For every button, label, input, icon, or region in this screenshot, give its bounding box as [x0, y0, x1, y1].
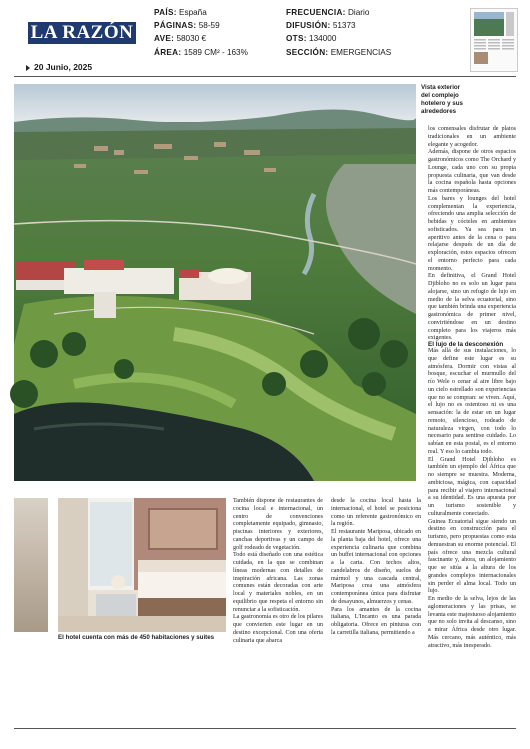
newspaper-logo: LA RAZÓN [28, 22, 136, 44]
publication-date: 20 Junio, 2025 [26, 62, 92, 72]
aerial-photo-caption: Vista exterior del complejo hotelero y sus alrededores [421, 84, 463, 115]
meta-paginas: PÁGINAS: 58-59 [154, 21, 220, 30]
hotel-room-photo [58, 498, 226, 632]
meta-pais: PAÍS: España [154, 8, 207, 17]
meta-area: ÁREA: 1589 CM² - 163% [154, 48, 248, 57]
article-column-2: desde la cocina local hasta la internacional, el hotel se posiciona como un referente gastronómico en la región. El restaurante Mariposa, ubicado en la planta baja del hotel, ofrece una experiencia culinaria que combina un buffet internacional con opciones a la carta. Con techos altos, candelabros de diseño, suelos de mármol y una cascada central, Mariposa crea una atmósfera contemporánea única para disfrutar de desayunos, almuerzos y cenas. Para los amantes de la cocina italiana, L'Incanto es una parada obligatoria. Ofrece en pinturas con la carretilla italiana, permitiendo a [331, 498, 421, 636]
footer-divider [14, 728, 516, 729]
hotel-interior-side-photo [14, 498, 48, 632]
meta-difusion: DIFUSIÓN: 51373 [286, 21, 356, 30]
meta-frecuencia: FRECUENCIA: Diario [286, 8, 370, 17]
article-column-1: También dispone de restaurantes de cocina local e internacional, un centro de convenciones completamente equipado, gimnasio, piscinas interiores y exteriores, canchas deportivas y un campo de golf rodeado de vegetación. Todo está diseñado con una estética cuidada, en la que se combinan líneas modernas con detalles de inspiración africana. Las zonas comunes están decoradas con arte local y materiales nobles, en un equilibrio que respeta el entorno sin renunciar a la sofisticación. La gastronomía es otro de los pilares que convierten este lugar en un destino excepcional. Con una oferta culinaria que abarca [233, 498, 323, 644]
meta-ots: OTS: 134000 [286, 34, 337, 43]
hotel-room-illustration [58, 498, 226, 632]
meta-ave: AVE: 58030 € [154, 34, 207, 43]
aerial-hotel-illustration [14, 84, 416, 481]
aerial-hotel-photo [14, 84, 416, 481]
page-thumbnail[interactable] [470, 8, 518, 72]
article-subheading: El lujo de la desconexión [428, 341, 504, 348]
room-photo-caption: El hotel cuenta con más de 450 habitaciones y suites [58, 634, 215, 641]
header-divider [14, 76, 516, 77]
article-column-right-bottom: Más allá de sus instalaciones, lo que define este lugar es su atmósfera. Dormir con vistas al bosque, escuchar el murmullo del río Wele o cenar al aire libre bajo un cielo estrellado son experiencias que no se compran: se viven. Aquí, el lujo no es ostentoso ni es una sensación: la de estar en un lugar remoto, silencioso, rodeado de naturaleza virgen, con todo lo necesario para sentirse cuidado. Lo sabían en esta postal, es el entorno real. Y eso lo cambia todo. El Grand Hotel Djibloho es también un ejemplo del África que no siempre se muestra. Moderna, ambiciosa, mágica, con capacidad para recibir al viajero internacional a su identidad. Es una apuesta por un turismo sostenible y culturalmente conectado. Guinea Ecuatorial sigue siendo un destino en construcción para el turismo, pero propuestas como esta demuestran su enorme potencial. El país ofrece una mezcla cultural fascinante y, ahora, un alojamiento que se sitúa a la altura de los grandes complejos internacionales sin perder el alma local. Todo un lujo. En medio de la selva, lejos de las aglomeraciones y las prisas, se levanta este majestuoso alojamiento que no solo invita al descanso, sino a mirar África desde otro lugar. Más cercano, más auténtico, más atractivo, más inesperado. [428, 348, 516, 649]
article-column-right-top: los comensales disfrutar de platos tradicionales en un ambiente elegante y acogedor. Además, dispone de otros espacios gastronómicos como The Orchard y Lounge, cada uno con su propia propuesta culinaria, que van desde la cocina española hasta opciones más contemporáneas. Los bares y lounges del hotel complementan la experiencia, ofreciendo una amplia selección de bebidas y cócteles en ambientes sofisticados. Ya sea para un aperitivo antes de la cena o para relajarse después de un día de exploración, estos espacios ofrecen el entorno perfecto para cada momento. En definitiva, el Grand Hotel Djibloho no es solo un lugar para alojarse, sino un refugio de lujo en medio de la selva ecuatorial, sino que también brinda una experiencia gastronómica de primer nivel, convirtiéndose en un destino completo para los viajeros más exigentes. [428, 126, 516, 342]
meta-seccion: SECCIÓN: EMERGENCIAS [286, 48, 392, 57]
page-thumbnail-image [471, 9, 517, 71]
